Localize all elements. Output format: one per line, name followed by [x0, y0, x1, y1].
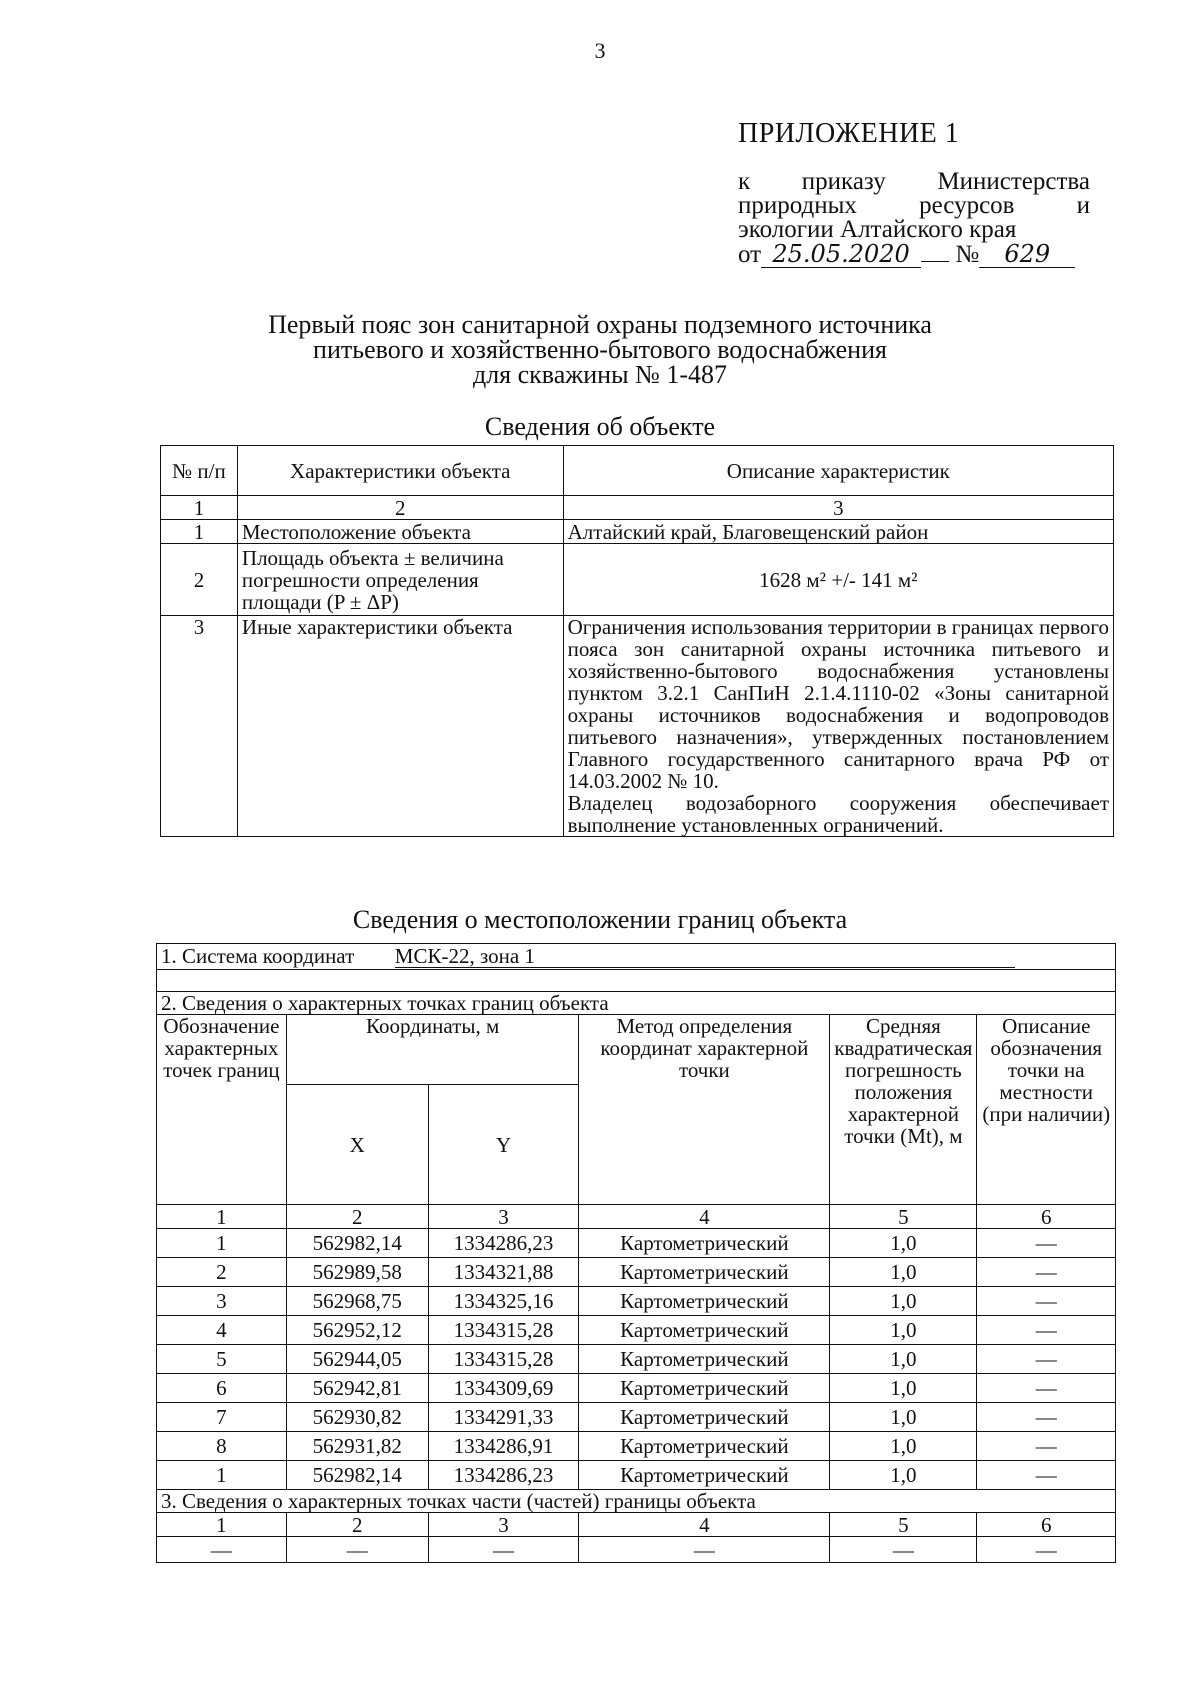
object-info-table: [160, 445, 1114, 837]
point-x-cell: 562982,14: [286, 1461, 428, 1490]
point-id-cell: 7: [157, 1403, 287, 1432]
number-prefix: №: [955, 241, 980, 268]
parts-empty-row: [157, 1537, 1116, 1563]
point-id-cell: 6: [157, 1374, 287, 1403]
index-cell: 5: [830, 1513, 977, 1537]
index-cell: 5: [830, 1205, 977, 1229]
spacer-row: [157, 970, 1116, 992]
index-cell: 3: [428, 1513, 579, 1537]
index-cell: 2: [286, 1513, 428, 1537]
order-word: приказу: [801, 168, 886, 195]
point-method-cell: Картометрический: [579, 1374, 830, 1403]
location-section-heading: Сведения о местоположении границ объекта: [352, 905, 848, 934]
empty-cell: —: [286, 1537, 428, 1563]
index-cell: 2: [237, 496, 563, 520]
title-line: для скважины № 1-487: [472, 360, 728, 389]
header-designation: Обозначение характерных точек границ: [157, 1015, 287, 1205]
table-row: [161, 616, 1114, 837]
row-desc-block: [563, 616, 1113, 837]
point-method-cell: Картометрический: [579, 1432, 830, 1461]
order-word: к: [738, 168, 751, 195]
point-mt-cell: 1,0: [830, 1345, 977, 1374]
point-desc-cell: —: [977, 1461, 1116, 1490]
table-row: [161, 520, 1114, 544]
table-row: [157, 1461, 1116, 1490]
index-cell: 6: [977, 1513, 1116, 1537]
point-mt-cell: 1,0: [830, 1229, 977, 1258]
empty-cell: —: [830, 1537, 977, 1563]
table-row: [157, 1316, 1116, 1345]
table-row: [157, 1287, 1116, 1316]
header-characteristic: Характеристики объекта: [237, 446, 563, 496]
point-desc-cell: —: [977, 1345, 1116, 1374]
row-desc: 1628 м² +/- 141 м²: [563, 544, 1113, 616]
order-line-3: экологии Алтайского края: [738, 216, 1017, 243]
point-id-cell: 4: [157, 1316, 287, 1345]
table-row: [157, 1229, 1116, 1258]
point-mt-cell: 1,0: [830, 1461, 977, 1490]
point-desc-cell: —: [977, 1316, 1116, 1345]
point-mt-cell: 1,0: [830, 1316, 977, 1345]
point-y-cell: 1334321,88: [428, 1258, 579, 1287]
row-name: Иные характеристики объекта: [237, 616, 563, 837]
point-method-cell: Картометрический: [579, 1403, 830, 1432]
order-reference: [738, 170, 1090, 268]
table-row: [157, 1432, 1116, 1461]
point-mt-cell: 1,0: [830, 1287, 977, 1316]
header-x: X: [286, 1085, 428, 1205]
header-coordinates: Координаты, м: [286, 1015, 579, 1085]
empty-cell: —: [157, 1537, 287, 1563]
point-y-cell: 1334286,23: [428, 1461, 579, 1490]
point-desc-cell: —: [977, 1258, 1116, 1287]
index-cell: 1: [161, 496, 238, 520]
point-method-cell: Картометрический: [579, 1345, 830, 1374]
header-point-description: Описание обозначения точки на местности (при наличии): [977, 1015, 1116, 1205]
points-section-label: 2. Сведения о характерных точках границ объекта: [157, 992, 1116, 1015]
point-method-cell: Картометрический: [579, 1258, 830, 1287]
point-mt-cell: 1,0: [830, 1403, 977, 1432]
empty-cell: —: [977, 1537, 1116, 1563]
header-method: Метод определения координат характерной точки: [579, 1015, 830, 1205]
point-y-cell: 1334286,23: [428, 1229, 579, 1258]
point-method-cell: Картометрический: [579, 1316, 830, 1345]
title-line: питьевого и хозяйственно-бытового водоснабжения: [313, 335, 887, 364]
point-desc-cell: —: [977, 1229, 1116, 1258]
index-cell: 4: [579, 1513, 830, 1537]
object-section-heading: Сведения об объекте: [484, 412, 716, 441]
order-date-line: [738, 242, 1090, 268]
point-method-cell: Картометрический: [579, 1461, 830, 1490]
table-row: [157, 1403, 1116, 1432]
row-desc: Ограничения использования территории в границах первого пояса зон санитарной охраны источника питьевого и хозяйственно-бытового водоснабжения установлены пунктом 3.2.1 СанПиН 2.1.4.1110-02 «Зоны санитарной охраны источников водоснабжения и водопроводов питьевого назначения», утвержденных постановлением Главного государственного санитарного врача РФ от 14.03.2002 № 10.: [567, 615, 1109, 793]
point-mt-cell: 1,0: [830, 1374, 977, 1403]
row-name: Местоположение объекта: [237, 520, 563, 544]
index-cell: 3: [563, 496, 1113, 520]
index-cell: 6: [977, 1205, 1116, 1229]
handwritten-date: 25.05.2020: [772, 240, 910, 268]
page-number: 3: [594, 38, 606, 63]
appendix-title: ПРИЛОЖЕНИЕ 1: [738, 118, 960, 149]
row-number: 2: [161, 544, 238, 616]
point-x-cell: 562952,12: [286, 1316, 428, 1345]
coordinates-table: [156, 943, 1116, 1563]
table-row: [161, 544, 1114, 616]
title-line: Первый пояс зон санитарной охраны подземного источника: [268, 310, 932, 339]
index-cell: 1: [157, 1513, 287, 1537]
order-word: Министерства: [937, 168, 1090, 195]
coord-system-label: 1. Система координат: [161, 944, 355, 968]
point-y-cell: 1334309,69: [428, 1374, 579, 1403]
row-name: Площадь объекта ± величина погрешности определения площади (P ± ΔP): [237, 544, 563, 616]
row-number: 3: [161, 616, 238, 837]
point-x-cell: 562989,58: [286, 1258, 428, 1287]
point-method-cell: Картометрический: [579, 1287, 830, 1316]
point-x-cell: 562942,81: [286, 1374, 428, 1403]
table-row: [157, 1374, 1116, 1403]
point-id-cell: 3: [157, 1287, 287, 1316]
point-id-cell: 2: [157, 1258, 287, 1287]
document-title: [0, 312, 1200, 387]
point-desc-cell: —: [977, 1403, 1116, 1432]
point-desc-cell: —: [977, 1287, 1116, 1316]
point-y-cell: 1334315,28: [428, 1345, 579, 1374]
order-line-1: [738, 170, 1090, 194]
point-id-cell: 5: [157, 1345, 287, 1374]
point-x-cell: 562944,05: [286, 1345, 428, 1374]
index-cell: 2: [286, 1205, 428, 1229]
point-id-cell: 8: [157, 1432, 287, 1461]
index-cell: 1: [157, 1205, 287, 1229]
order-word: и: [1076, 192, 1090, 219]
coord-system-row: [157, 944, 1116, 970]
order-word: природных: [738, 192, 857, 219]
point-y-cell: 1334325,16: [428, 1287, 579, 1316]
empty-cell: —: [428, 1537, 579, 1563]
point-desc-cell: —: [977, 1432, 1116, 1461]
header-error: Средняя квадратическая погрешность положения характерной точки (Mt), м: [830, 1015, 977, 1205]
point-desc-cell: —: [977, 1374, 1116, 1403]
row-desc: Алтайский край, Благовещенский район: [563, 520, 1113, 544]
point-y-cell: 1334286,91: [428, 1432, 579, 1461]
parts-index-row: [157, 1513, 1116, 1537]
point-mt-cell: 1,0: [830, 1432, 977, 1461]
coord-system-value: МСК-22, зона 1: [394, 944, 535, 968]
point-y-cell: 1334315,28: [428, 1316, 579, 1345]
point-mt-cell: 1,0: [830, 1258, 977, 1287]
order-word: ресурсов: [919, 192, 1015, 219]
row-number: 1: [161, 520, 238, 544]
header-number: № п/п: [161, 446, 238, 496]
header-description: Описание характеристик: [563, 446, 1113, 496]
table-row: [157, 1345, 1116, 1374]
empty-cell: —: [579, 1537, 830, 1563]
date-prefix: от: [738, 241, 762, 268]
point-x-cell: 562930,82: [286, 1403, 428, 1432]
index-cell: 4: [579, 1205, 830, 1229]
point-id-cell: 1: [157, 1461, 287, 1490]
point-method-cell: Картометрический: [579, 1229, 830, 1258]
point-x-cell: 562968,75: [286, 1287, 428, 1316]
point-id-cell: 1: [157, 1229, 287, 1258]
header-y: Y: [428, 1085, 579, 1205]
points-body: [157, 1229, 1116, 1490]
point-y-cell: 1334291,33: [428, 1403, 579, 1432]
index-cell: 3: [428, 1205, 579, 1229]
index-row: [157, 1205, 1116, 1229]
handwritten-number: 629: [1004, 240, 1051, 268]
row-desc-2: Владелец водозаборного сооружения обеспечивает выполнение установленных ограничений.: [567, 791, 1109, 837]
order-line-2: [738, 194, 1090, 218]
point-x-cell: 562931,82: [286, 1432, 428, 1461]
table-row: [157, 1258, 1116, 1287]
parts-section-label: 3. Сведения о характерных точках части (частей) границы объекта: [157, 1490, 1116, 1513]
point-x-cell: 562982,14: [286, 1229, 428, 1258]
